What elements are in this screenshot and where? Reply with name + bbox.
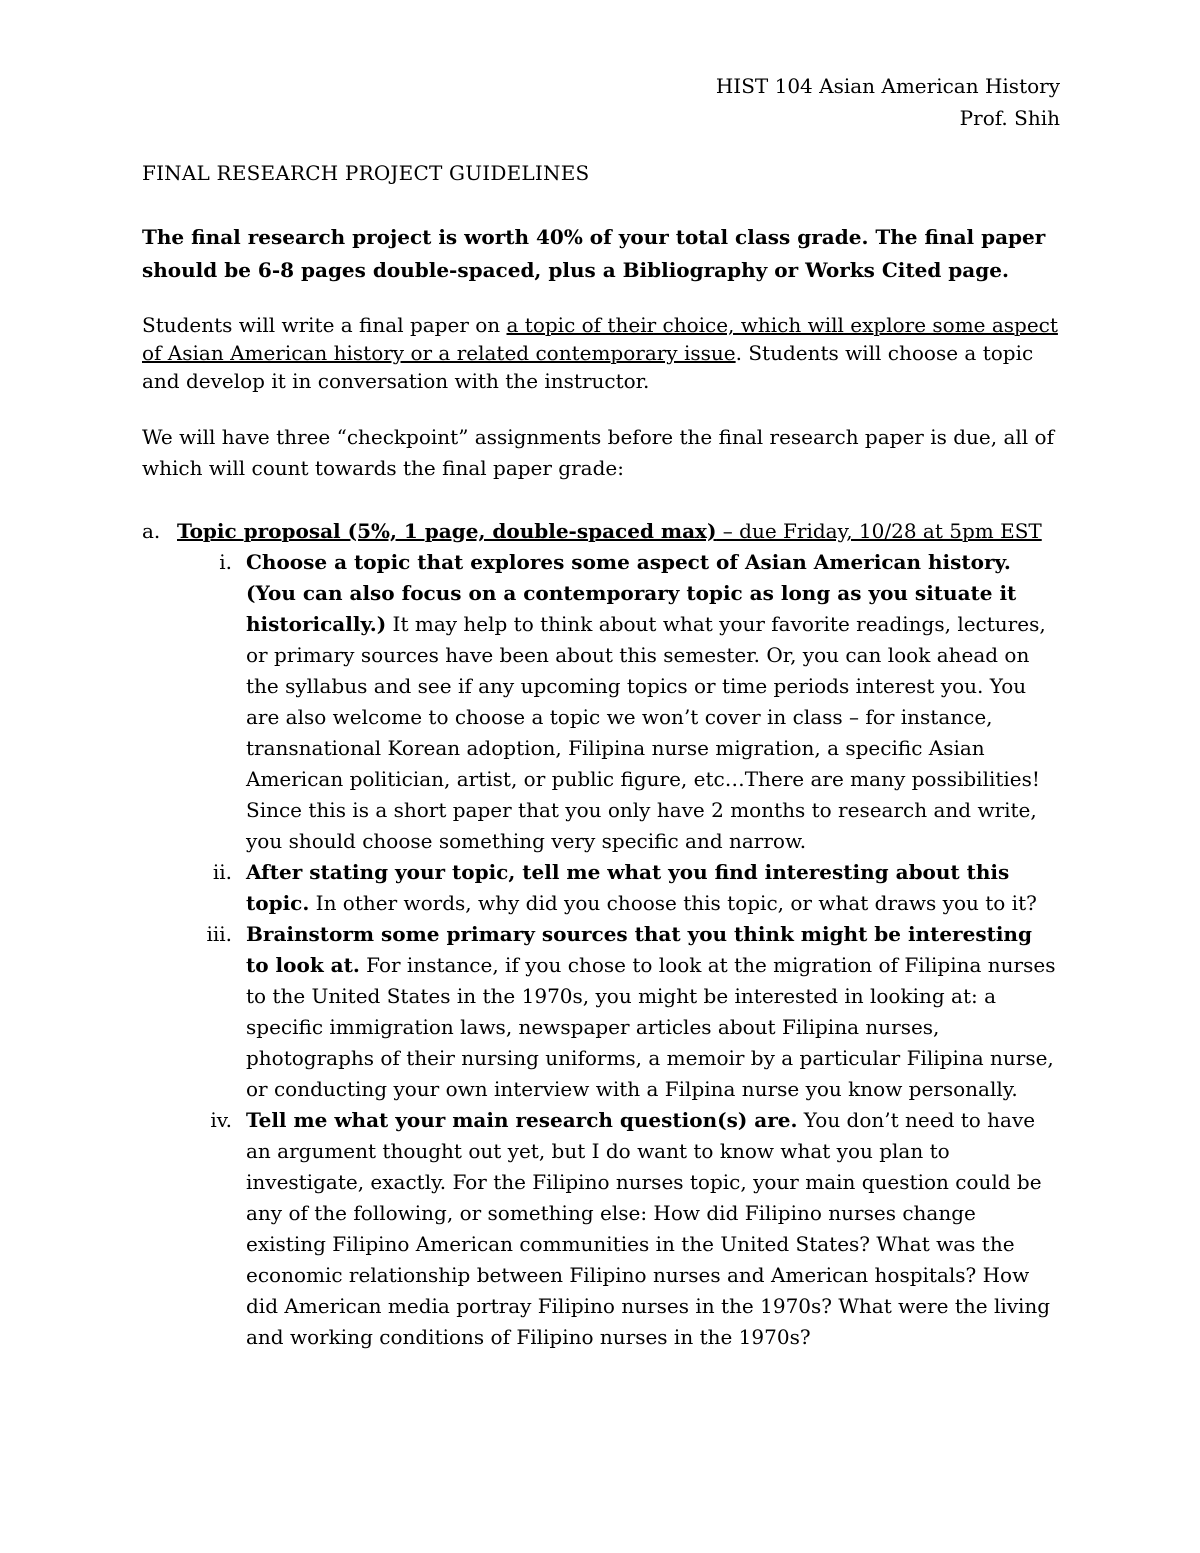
sub-item-rest: In other words, why did you choose this topic, or what draws you to it?: [309, 891, 1037, 915]
sub-item-bold: After stating your topic, tell me what you find interesting about this topic.: [246, 860, 1010, 915]
document-header: [142, 70, 1060, 134]
roman-marker: ii.: [212, 860, 232, 884]
sub-item-text: [246, 919, 1060, 1105]
grade-weight-statement: The final research project is worth 40% of your total class grade. The final paper should be 6-8 pages double-spaced, plus a Bibliography or Works Cited page.: [142, 225, 1046, 282]
topic-proposal-title: Topic proposal (5%, 1 page, double-spaced max): [177, 519, 717, 543]
sub-list-item: [219, 547, 1060, 857]
topic-paragraph-suffix: . Students will choose a topic and develop it in conversation with the instructor.: [142, 341, 1034, 393]
checkpoint-paragraph: We will have three “checkpoint” assignments before the final research paper is due, all of which will count towards the final paper grade:: [142, 425, 1054, 480]
sub-item-rest: For instance, if you chose to look at the migration of Filipina nurses to the United States in the 1970s, you might be interested in looking at: a specific immigration laws, newspaper articles about Filipina nurses, photographs of their nursing uniforms, a memoir by a particular Filipina nurse, or conducting your own interview with a Filpina nurse you know personally.: [246, 953, 1056, 1101]
document-title: FINAL RESEARCH PROJECT GUIDELINES: [142, 161, 590, 185]
topic-proposal-heading: [177, 516, 1042, 547]
topic-proposal-sublist: [142, 547, 1060, 1353]
topic-paragraph: [142, 311, 1060, 395]
sub-item-bold: Tell me what your main research question(s) are.: [246, 1108, 798, 1132]
topic-paragraph-underlined: a topic of their choice, which will explore some aspect of Asian American history or a related contemporary issue: [142, 313, 1058, 365]
roman-marker: i.: [219, 550, 232, 574]
topic-paragraph-prefix: Students will write a final paper on: [142, 313, 507, 337]
topic-proposal-due-date: – due Friday, 10/28 at 5pm EST: [716, 519, 1042, 543]
roman-marker: iv.: [210, 1108, 232, 1132]
sub-item-text: [246, 1105, 1060, 1353]
sub-item-bold: Brainstorm some primary sources that you think might be interesting to look at.: [246, 922, 1032, 977]
sub-item-bold: Choose a topic that explores some aspect of Asian American history. (You can also focus on a contemporary topic as long as you situate it historically.): [246, 550, 1017, 636]
list-marker: a.: [142, 519, 161, 543]
sub-list-item: [206, 919, 1060, 1105]
sub-item-rest: It may help to think about what your favorite readings, lectures, or primary sources have been about this semester. Or, you can look ahead on the syllabus and see if any upcoming topics or time periods interest you. You are also welcome to choose a topic we won’t cover in class – for instance, transnational Korean adoption, Filipina nurse migration, a specific Asian American politician, artist, or public figure, etc…There are many possibilities! Since this is a short paper that you only have 2 months to research and write, you should choose something very specific and narrow.: [246, 612, 1046, 853]
sub-item-text: [246, 857, 1060, 919]
sub-item-rest: You don’t need to have an argument thought out yet, but I do want to know what you plan to investigate, exactly. For the Filipino nurses topic, your main question could be any of the following, or something else: How did Filipino nurses change existing Filipino American communities in the United States? What was the economic relationship between Filipino nurses and American hospitals? How did American media portray Filipino nurses in the 1970s? What were the living and working conditions of Filipino nurses in the 1970s?: [246, 1108, 1051, 1349]
sub-list-item: [210, 1105, 1060, 1353]
sub-item-text: [246, 547, 1060, 857]
course-name: HIST 104 Asian American History: [715, 74, 1060, 98]
sub-list-item: [212, 857, 1060, 919]
roman-marker: iii.: [206, 922, 232, 946]
professor-name: Prof. Shih: [959, 106, 1060, 130]
